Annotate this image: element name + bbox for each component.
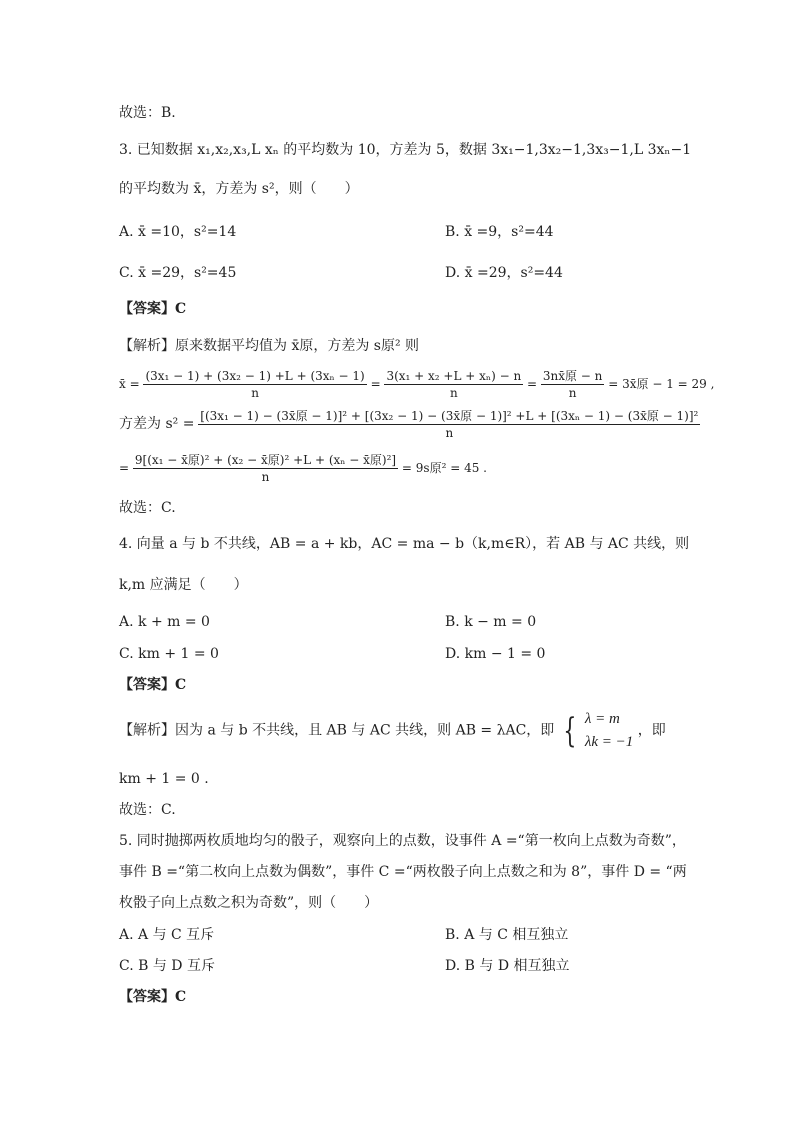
q5-stem-line1: 5. 同时抛掷两枚质地均匀的骰子，观察向上的点数，设事件 A =“第一枚向上点数为奇数”，	[119, 833, 686, 849]
q3-mean-frac3	[541, 370, 605, 399]
q3-var-den: n	[445, 426, 454, 440]
q5-option-b: B. A 与 C 相互独立	[445, 927, 569, 943]
q3-var2-tail: = 9s原² = 45 .	[401, 461, 487, 475]
q3-mean-den3: n	[568, 386, 577, 400]
q5-answer: 【答案】C	[119, 989, 187, 1005]
q3-mean-tail: = 3x̄原 − 1 = 29 ,	[608, 377, 715, 391]
q3-option-c: C. x̄ =29，s²=45	[119, 265, 237, 281]
q3-mean-num1: (3x₁ − 1) + (3x₂ − 1) +L + (3xₙ − 1)	[145, 369, 365, 383]
q3-mean-frac1	[143, 370, 366, 399]
q3-var2-lhs: =	[119, 461, 130, 475]
q3-mean-lhs: x̄ =	[119, 377, 140, 391]
q3-var-frac	[198, 410, 700, 439]
q2-conclusion: 故选：B.	[119, 105, 176, 121]
q3-option-b: B. x̄ =9，s²=44	[445, 224, 554, 240]
q3-mean-num3: 3nx̄原 − n	[542, 369, 603, 383]
left-brace-icon: {	[563, 710, 577, 751]
q4-stem-line1: 4. 向量 a 与 b 不共线，AB = a + kb，AC = ma − b（k,m∈R），若 AB 与 AC 共线，则	[119, 536, 690, 552]
q5-option-c: C. B 与 D 互斥	[119, 958, 215, 974]
q3-stem-line1: 3. 已知数据 x₁,x₂,x₃,L xₙ 的平均数为 10，方差为 5，数据 3x₁−1,3x₂−1,3x₃−1,L 3xₙ−1	[119, 142, 692, 158]
q4-stem-line2: k,m 应满足（ ）	[119, 577, 248, 593]
q4-conclusion: 故选：C.	[119, 802, 176, 818]
q3-analysis-line1: 【解析】原来数据平均值为 x̄原，方差为 s原² 则	[119, 338, 420, 354]
q5-option-a: A. A 与 C 互斥	[119, 927, 215, 943]
q3-mean-den1: n	[251, 386, 259, 400]
q3-mean-frac2	[384, 370, 523, 399]
q4-sys-eq1: λ = m	[584, 711, 620, 727]
q5-option-d: D. B 与 D 相互独立	[445, 958, 570, 974]
q3-mean-num2: 3(x₁ + x₂ +L + xₙ) − n	[386, 369, 522, 383]
q4-option-b: B. k − m = 0	[445, 614, 537, 630]
q3-answer: 【答案】C	[119, 301, 187, 317]
q3-var2-frac	[133, 454, 398, 483]
q3-variance-formula2	[119, 454, 487, 483]
q4-option-a: A. k + m = 0	[119, 614, 210, 630]
q4-sys-eq2: λk = −1	[584, 733, 634, 750]
q4-analysis-line1	[119, 708, 666, 753]
q5-stem-line2: 事件 B =“第二枚向上点数为偶数”，事件 C =“两枚骰子向上点数之和为 8”，事件 D = “两	[119, 864, 687, 880]
q3-var-num: [(3x₁ − 1) − (3x̄原 − 1)]² + [(3x₂ − 1) − (3x̄原 − 1)]² +L + [(3xₙ − 1) − (3x̄原 − 1)]²	[200, 409, 699, 423]
q3-mean-formula: x̄ = $\frac{\text{(3x₁ − 1) + (3x₂ − 1) +L + (3xₙ − 1)}}{n}$ = $\frac{\text{3(x₁ + x₂ +L + xₙ) − n}}{n}$ = $\frac{\text{3nx̄原 − n}}{n}$ = 3x̄原 − 1 = 29 ,	[119, 369, 715, 400]
q4-option-d: D. km − 1 = 0	[445, 646, 546, 662]
q5-stem-line3: 枚骰子向上点数之积为奇数”，则（ ）	[119, 895, 379, 911]
q3-var-lhs: 方差为 s² =	[119, 416, 195, 432]
q3-mean-den2: n	[449, 386, 458, 400]
q3-stem-line2: 的平均数为 x̄，方差为 s²，则（ ）	[119, 181, 359, 197]
q3-variance-formula	[119, 410, 700, 439]
q4-answer: 【答案】C	[119, 677, 187, 693]
q4-option-c: C. km + 1 = 0	[119, 646, 219, 662]
q3-var2-num: 9[(x₁ − x̄原)² + (x₂ − x̄原)² +L + (xₙ − x̄原)²]	[134, 453, 397, 467]
q4-equation-system	[585, 708, 633, 753]
q3-conclusion: 故选：C.	[119, 500, 176, 516]
q3-option-d: D. x̄ =29，s²=44	[445, 265, 563, 281]
q4-analysis-line2: km + 1 = 0 .	[119, 771, 209, 787]
q4-analysis-post: ，即	[637, 722, 666, 739]
q3-option-a: A. x̄ =10，s²=14	[119, 224, 237, 240]
q3-var2-den: n	[261, 470, 270, 484]
q4-analysis-pre: 【解析】因为 a 与 b 不共线，且 AB 与 AC 共线，则 AB = λAC，即	[119, 722, 555, 739]
